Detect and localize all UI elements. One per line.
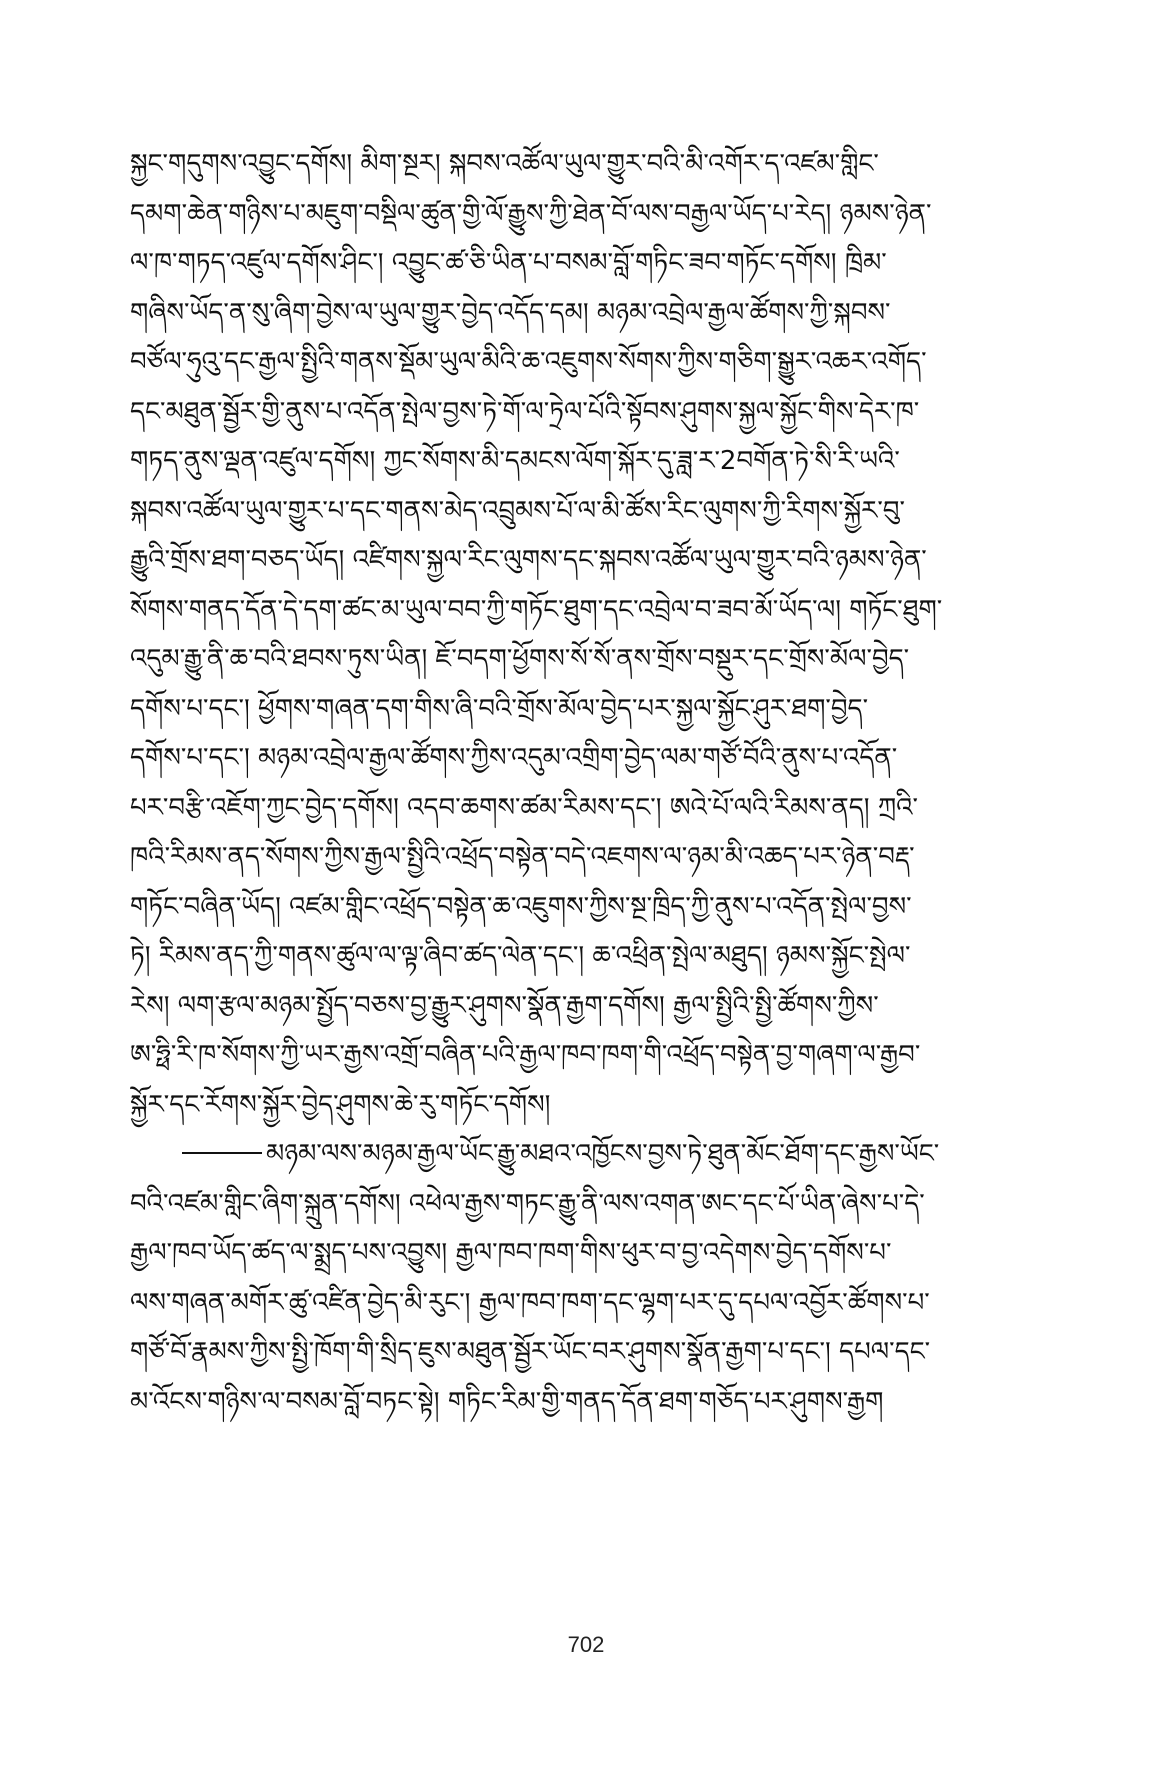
text-line: འདུམ་རྒྱུ་ནི་ཆ་བའི་ཐབས་ཏུས་ཡིན། ཇོ་བདག་ཕྱོགས་སོ་སོ་ནས་གྲོས་བསྡུར་དང་གྲོས་མོལ་བྱེད་ bbox=[130, 644, 910, 674]
text-line: བའི་འཛམ་གླིང་ཞིག་སྐྲུན་དགོས། འཕེལ་རྒྱས་གཏང་རྒྱུ་ནི་ལས་འགན་ཨང་དང་པོ་ཡིན་ཞེས་པ་དེ་ bbox=[130, 1188, 925, 1219]
page-number: 702 bbox=[567, 1632, 605, 1657]
text-line: རྒྱུའི་གྲོས་ཐག་བཅད་ཡོད། འཛིགས་སྐྱལ་རིང་ལུགས་དང་སྐབས་འཚོལ་ཡུལ་གྱུར་བའི་ཉམས་ཉེན་ bbox=[130, 545, 927, 575]
text-line: རེས། ལག་རྩལ་མཉམ་སྤྱོད་བཅས་བྱ་རྒྱུར་ཤུགས་སྣོན་རྒྱག་དགོས། རྒྱལ་སྤྱིའི་སྤྱི་ཚོགས་ཀྱིས་ bbox=[130, 990, 879, 1021]
body-text bbox=[130, 140, 1035, 1427]
text-line: སྐྱོར་དང་རོགས་སྐྱོར་བྱེད་ཤུགས་ཆེ་རུ་གཏོང་དགོས། bbox=[130, 1089, 551, 1120]
em-dash-rule bbox=[182, 1152, 262, 1154]
text-line: པར་བརྩི་འཇོག་ཀྱང་བྱེད་དགོས། འདབ་ཆགས་ཚམ་རིམས་དང་། ཨའེ་པོ་ལའི་རིམས་ནད། ཀྲའི་ bbox=[130, 792, 918, 823]
paragraph-opening-line bbox=[130, 1130, 1035, 1180]
text-line: གཞིས་ཡོད་ན་སུ་ཞིག་བྱེས་ལ་ཡུལ་གྱུར་བྱེད་འདོད་དམ། མཉམ་འབྲེལ་རྒྱལ་ཚོགས་ཀྱི་སྐབས་ bbox=[130, 297, 891, 328]
text-line: གཏོང་བཞིན་ཡོད། འཛམ་གླིང་འཕྲོད་བསྟེན་ཆ་འཇུགས་ཀྱིས་སྔ་ཁྲིད་ཀྱི་ནུས་པ་འདོན་སྤེལ་བྱས་ bbox=[130, 891, 912, 922]
text-line: མཉམ་ལས་མཉམ་རྒྱལ་ཡོང་རྒྱུ་མཐའ་འཁྱོངས་བྱས་ཏེ་ཐུན་མོང་ཐོག་དང་རྒྱས་ཡོང་ bbox=[266, 1139, 940, 1169]
text-line: གཙོ་བོ་རྣམས་ཀྱིས་སྤྱི་ཁོག་གི་སྲིད་ཇུས་མཐུན་སྦྱོར་ཡོང་བར་ཤུགས་སྣོན་རྒྱག་པ་དང་། དཔལ་དང་ bbox=[130, 1337, 931, 1367]
text-line: རྒྱལ་ཁབ་ཡོད་ཚད་ལ་སྨྲད་པས་འབྱུས། རྒྱལ་ཁབ་ཁག་གིས་ཕུར་བ་བྱ་འདེགས་བྱེད་དགོས་པ་ bbox=[130, 1238, 892, 1268]
text-line: དང་མཐུན་སྦྱོར་གྱི་ནུས་པ་འདོན་སྤེལ་བྱས་ཏེ་གོ་ལ་ཏྲེལ་པོའི་སྟོབས་ཤུགས་སྐྱལ་སྐྱོང་གིས་དེར་ཁ་ bbox=[130, 396, 920, 427]
text-line: ལ་ཁ་གཏད་འཛུལ་དགོས་ཤིང་། འབྱུང་ཚ་ཅི་ཡིན་པ་བསམ་བློ་གཏིང་ཟབ་གཏོང་དགོས། ཁྲིམ་ bbox=[130, 248, 887, 278]
text-line: ཏེ། རིམས་ནད་ཀྱི་གནས་ཚུལ་ལ་ལྟ་ཞིབ་ཚད་ལེན་དང་། ཆ་འཕྲིན་སྤེལ་མཐུད། ཉམས་སྐྱོང་སྤེལ་ bbox=[130, 941, 911, 971]
text-line: སྐབས་འཚོལ་ཡུལ་གྱུར་པ་དང་གནས་མེད་འབྲུམས་པོ་ལ་མི་ཚོས་རིང་ལུགས་ཀྱི་རིགས་སྐྱོར་བུ་ bbox=[130, 495, 905, 526]
text-line: གཏད་ནུས་ལྡན་འཛུལ་དགོས། ཀྱང་སོགས་མི་དམངས་ལོག་སྐོར་དུ་ཟླ་ར་2བགོན་ཏེ་སི་རི་ཡའི་ bbox=[130, 446, 900, 476]
text-line: སོགས་གནད་དོན་དེ་དག་ཚང་མ་ཡུལ་བབ་ཀྱི་གཏོང་ཐུག་དང་འབྲེལ་བ་ཟབ་མོ་ཡོད་ལ། གཏོང་ཐུག་ bbox=[130, 594, 943, 625]
text-line: ཨ་ཧྥི་རི་ཁ་སོགས་ཀྱི་ཡར་རྒྱས་འགྲོ་བཞིན་པའི་རྒྱལ་ཁབ་ཁག་གི་འཕྲོད་བསྟེན་བྱ་གཞག་ལ་རྒྱབ་ bbox=[130, 1040, 921, 1070]
text-line: ཁའི་རིམས་ནད་སོགས་ཀྱིས་རྒྱལ་སྤྱིའི་འཕྲོད་བསྟེན་བདེ་འཇགས་ལ་ཉམ་མི་འཆད་པར་ཉེན་བརྡ་ bbox=[130, 842, 915, 872]
text-line: སྐྱང་གདུགས་འབྱུང་དགོས། མིག་སྔར། སྐབས་འཚོལ་ཡུལ་གྱུར་བའི་མི་འགོར་ད་འཛམ་གླིང་ bbox=[130, 149, 879, 179]
text-line: དགོས་པ་དང་། ཕྱོགས་གཞན་དག་གིས་ཞི་བའི་གྲོས་མོལ་བྱེད་པར་སྐྱལ་སྐྱོང་ཤུར་ཐག་བྱེད་ bbox=[130, 693, 869, 724]
text-line: དམག་ཆེན་གཉིས་པ་མཇུག་བསྡིལ་ཚུན་གྱི་ལོ་རྒྱུས་ཀྱི་ཐེན་བོ་ལས་བརྒྱལ་ཡོད་པ་རེད། ཉམས་ཉེན་ bbox=[130, 198, 932, 229]
text-line: བཙོལ་ཧུའུ་དང་རྒྱལ་སྤྱིའི་གནས་སྡོམ་ཡུལ་མིའི་ཆ་འཇུགས་སོགས་ཀྱིས་གཅིག་སྒྱུར་འཆར་འགོད་ bbox=[130, 347, 927, 377]
text-line: ལས་གཞན་མགོར་ཚུ་འཛིན་བྱེད་མི་རུང་། རྒྱལ་ཁབ་ཁག་དང་ལྷག་པར་དུ་དཔལ་འབྱོར་ཚོགས་པ་ bbox=[130, 1287, 930, 1318]
text-line: དགོས་པ་དང་། མཉམ་འབྲེལ་རྒྱལ་ཚོགས་ཀྱིས་འདུམ་འགྲིག་བྱེད་ལམ་གཙོ་བོའི་ནུས་པ་འདོན་ bbox=[130, 743, 898, 773]
text-line: མ་འོངས་གཉིས་ལ་བསམ་བློ་བཏང་སྟེ། གཏིང་རིམ་གྱི་གནད་དོན་ཐག་གཅོད་པར་ཤུགས་རྒྱག bbox=[130, 1386, 884, 1417]
